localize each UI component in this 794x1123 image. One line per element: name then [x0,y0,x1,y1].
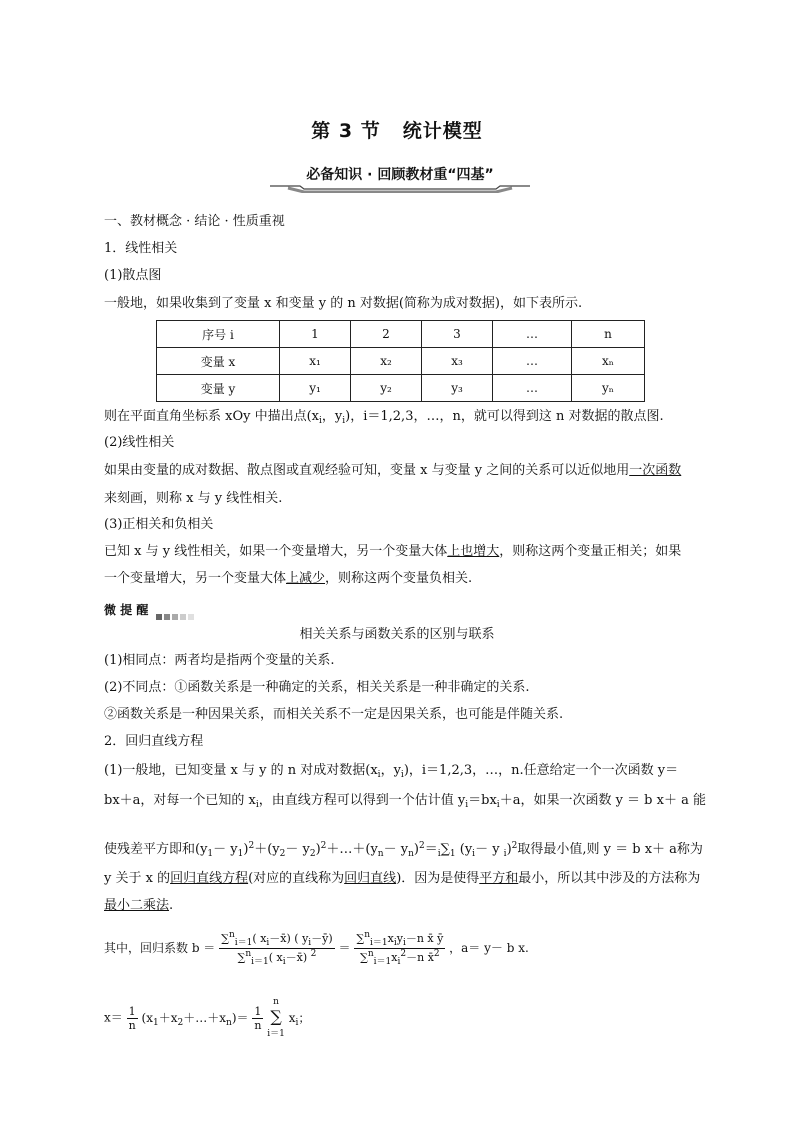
table-cell: n [572,321,645,348]
text-run: 一个变量增大，另一个变量大体 [104,571,287,586]
text-run: 最小，所以其中涉及的方法称为 [518,871,701,886]
paragraph: 一般地，如果收集到了变量 x 和变量 y 的 n 对数据(简称为成对数据)，如下表所示. [104,296,583,311]
table-cell: x₁ [280,348,351,375]
formula-text: x＝ [104,1010,123,1025]
underlined-term: 平方和 [479,871,519,886]
table-cell: xₙ [572,348,645,375]
text-run: 如果由变量的成对数据、散点图或直观经验可知，变量 x 与变量 y 之间的关系可以近似地用 [104,463,630,478]
table-row [157,348,645,375]
underlined-term: 上也增大 [447,544,500,559]
underlined-term: 回归直线方程 [170,871,249,886]
paragraph [104,897,716,915]
table-cell: y₂ [351,375,422,402]
text-run: . [169,898,174,913]
formula-text: $(x_1+x_2+\dots+x_n)=$ [141,1010,249,1028]
formula-text: 其中，回归系数 b ＝ [104,941,216,955]
table-cell: … [493,348,572,375]
paragraph [104,543,716,561]
section-name: 统计模型 [402,120,483,142]
data-table [156,320,645,402]
table-row-header: 变量 x [157,348,280,375]
item-heading: (2)线性相关 [104,435,175,450]
banner-text: 必备知识 · 回顾教材重“四基” [306,167,494,183]
table-cell: … [493,321,572,348]
text-run: ，则称这两个变量负相关. [325,571,473,586]
paragraph: bx＋a，对每一个已知的 $x_i$，由直线方程可以得到一个估计值 $y_i=bx_i+a$，如果一次函数 y ＝ b x＋ a 能 [104,793,706,810]
text-run: (对应的直线称为 [248,871,345,886]
paragraph [104,462,716,480]
text-run: 已知 x 与 y 线性相关，如果一个变量增大，另一个变量大体 [104,544,448,559]
table-row-header: 序号 i [157,321,280,348]
table-cell: x₂ [351,348,422,375]
paragraph [104,570,716,588]
table-cell: 3 [422,321,493,348]
tip-item: (2)不同点：①函数关系是一种确定的关系，相关关系是一种非确定的关系. [104,680,530,695]
fraction: $\frac{1}{n}$ [254,1004,262,1032]
section-banner [270,165,530,193]
section-heading-1: 一、教材概念 · 结论 · 性质重视 [104,214,285,229]
tip-title: 相关关系与函数关系的区别与联系 [299,627,495,642]
fraction: $\frac{\sum^n_{i=1}( x_i-x̄) ( y_i-ȳ)}{\sum^n_{i=1}( x_i-x̄) ^2}$ [221,930,333,967]
table-row-header: 变量 y [157,375,280,402]
table-cell: 2 [351,321,422,348]
tip-decoration [156,605,196,624]
text-run: y 关于 x 的 [104,871,171,886]
paragraph [104,870,716,888]
table-cell: x₃ [422,348,493,375]
text-run: )．因为是使得 [396,871,480,886]
formula-text: ，a＝ y－ b x. [449,941,529,955]
underlined-term: 一次函数 [629,463,682,478]
underlined-term: 最小二乘法 [104,898,170,913]
table-row [157,375,645,402]
fraction: $\frac{\sum^n_{i=1}x_iy_i-n x̄ ȳ}{\sum^n_{i=1}x_i^2-n x̄^2}$ [356,930,444,967]
tip-item: (1)相同点：两者均是指两个变量的关系. [104,653,335,668]
formula-text: $x_i$； [288,1010,311,1028]
fraction: $\frac{1}{n}$ [128,1004,136,1032]
paragraph: 则在平面直角坐标系 xOy 中描出点($x_i$，$y_i$)，i＝1,2,3，…，n，就可以得到这 n 对数据的散点图. [104,409,664,426]
text-run: ，则称这两个变量正相关；如果 [499,544,682,559]
regression-coefficient-formula: 其中，回归系数 b ＝ $\frac{\sum^n_{i=1}( x_i-x̄) ( y_i-ȳ)}{\sum^n_{i=1}( x_i-x̄) ^2}$ ＝ $\frac{\sum^n_{i=1}x_iy_i-n x̄ ȳ}{\sum^n_{i=1}x_i^2-n x̄^2}$ ，a＝ y－ b x. [104,930,529,967]
summation: n ∑ i＝1 [267,997,285,1039]
table-cell: 1 [280,321,351,348]
tip-label: 微 提 醒 [104,603,149,617]
subsection-heading: 2．回归直线方程 [104,734,204,749]
section-number: 第 3 节 [311,120,381,142]
table-row [157,321,645,348]
table-cell: … [493,375,572,402]
paragraph: 使残差平方即和$(y_1- y_1)^2+(y_2-$ $y_2)^2+\dots+(y_n- y_n)^2=_i\sum_1$ ($y_i- y$ $_i$)$^2$取得最小值,则 y ＝ b x＋ a称为 [104,841,703,859]
table-cell: y₁ [280,375,351,402]
table-cell: yₙ [572,375,645,402]
page-title [0,116,794,143]
mean-formula [104,997,310,1039]
tip-item: ②函数关系是一种因果关系，而相关关系不一定是因果关系，也可能是伴随关系. [104,707,564,722]
paragraph: 来刻画，则称 x 与 y 线性相关. [104,491,283,506]
table-cell: y₃ [422,375,493,402]
paragraph: (1)一般地，已知变量 x 与 y 的 n 对成对数据($x_i$，$y_i$)，i＝1,2,3，…，n.任意给定一个一次函数 y＝ [104,763,679,780]
subsection-heading: 1．线性相关 [104,241,178,256]
underlined-term: 回归直线 [344,871,397,886]
underlined-term: 上减少 [286,571,326,586]
item-heading: (3)正相关和负相关 [104,517,214,532]
item-heading: (1)散点图 [104,268,162,283]
